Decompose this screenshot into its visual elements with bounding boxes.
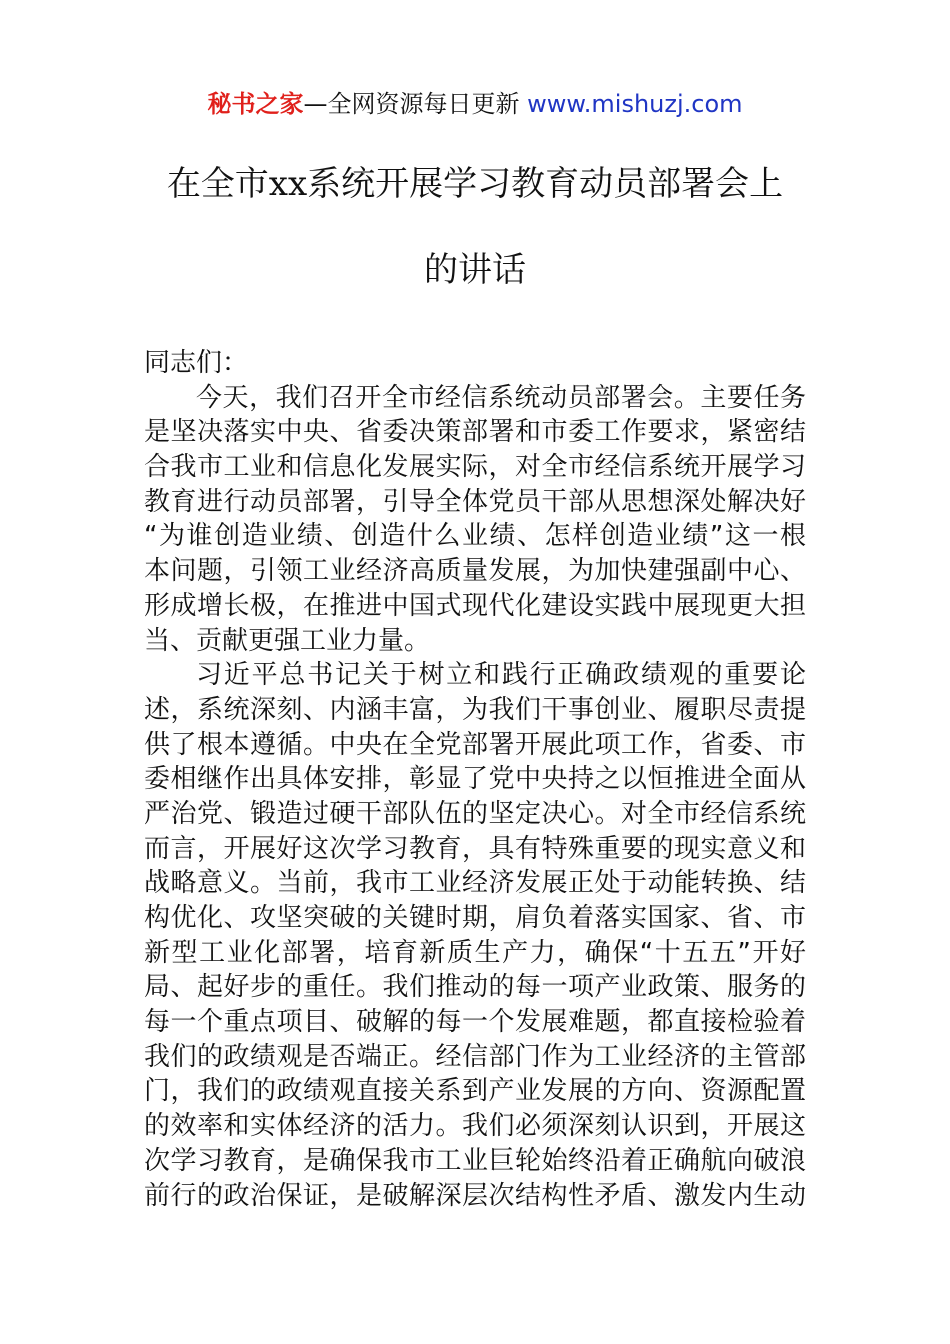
text-line: 新型工业化部署，培育新质生产力，确保“十五五”开好 <box>144 937 806 968</box>
text-line: 的效率和实体经济的活力。我们必须深刻认识到，开展这 <box>144 1111 806 1142</box>
text-line: 每一个重点项目、破解的每一个发展难题，都直接检验着 <box>144 1007 806 1038</box>
text-line: 是坚决落实中央、省委决策部署和市委工作要求，紧密结 <box>144 417 806 448</box>
text-line: 本问题，引领工业经济高质量发展，为加快建强副中心、 <box>144 556 806 587</box>
text-line: 形成增长极，在推进中国式现代化建设实践中展现更大担 <box>144 590 806 621</box>
header-tagline: —全网资源每日更新 <box>303 90 520 118</box>
text-line: 当、贡献更强工业力量。 <box>144 625 431 656</box>
text-line: 述，系统深刻、内涵丰富，为我们干事创业、履职尽责提 <box>144 694 806 725</box>
text-line: 前行的政治保证，是破解深层次结构性矛盾、激发内生动 <box>144 1180 806 1211</box>
text-line: 构优化、攻坚突破的关键时期，肩负着落实国家、省、市 <box>144 903 806 933</box>
text-line: 教育进行动员部署，引导全体党员干部从思想深处解决好 <box>144 486 806 517</box>
site-url-link[interactable]: www.mishuzj.com <box>527 90 743 118</box>
text-line: 委相继作出具体安排，彰显了党中央持之以恒推进全面从 <box>144 764 806 795</box>
text-line: 门，我们的政绩观直接关系到产业发展的方向、资源配置 <box>144 1076 806 1107</box>
text-line: 供了根本遵循。中央在全党部署开展此项工作，省委、市 <box>144 729 806 760</box>
text-line: “为谁创造业绩、创造什么业绩、怎样创造业绩”这一根 <box>144 521 806 552</box>
text-line: 我们的政绩观是否端正。经信部门作为工业经济的主管部 <box>144 1041 806 1072</box>
title-line-1: 在全市xx系统开展学习教育动员部署会上 <box>166 164 784 204</box>
text-line: 合我市工业和信息化发展实际，对全市经信系统开展学习 <box>144 452 806 483</box>
text-line: 局、起好步的重任。我们推动的每一项产业政策、服务的 <box>144 972 806 1003</box>
text-line: 而言，开展好这次学习教育，具有特殊重要的现实意义和 <box>144 833 806 864</box>
site-header <box>0 86 950 122</box>
brand-name: 秘书之家 <box>207 90 304 118</box>
text-line: 次学习教育，是确保我市工业巨轮始终沿着正确航向破浪 <box>144 1145 806 1176</box>
text-line: 严治党、锻造过硬干部队伍的坚定决心。对全市经信系统 <box>144 798 806 829</box>
text-line: 习近平总书记关于树立和践行正确政绩观的重要论 <box>196 660 806 691</box>
document-title <box>140 160 810 294</box>
text-line: 战略意义。当前，我市工业经济发展正处于动能转换、结 <box>144 868 806 899</box>
text-line: 今天，我们召开全市经信系统动员部署会。主要任务 <box>196 382 806 413</box>
salutation: 同志们： <box>144 348 249 378</box>
speech-body <box>144 346 806 1213</box>
title-line-2: 的讲话 <box>424 250 526 290</box>
